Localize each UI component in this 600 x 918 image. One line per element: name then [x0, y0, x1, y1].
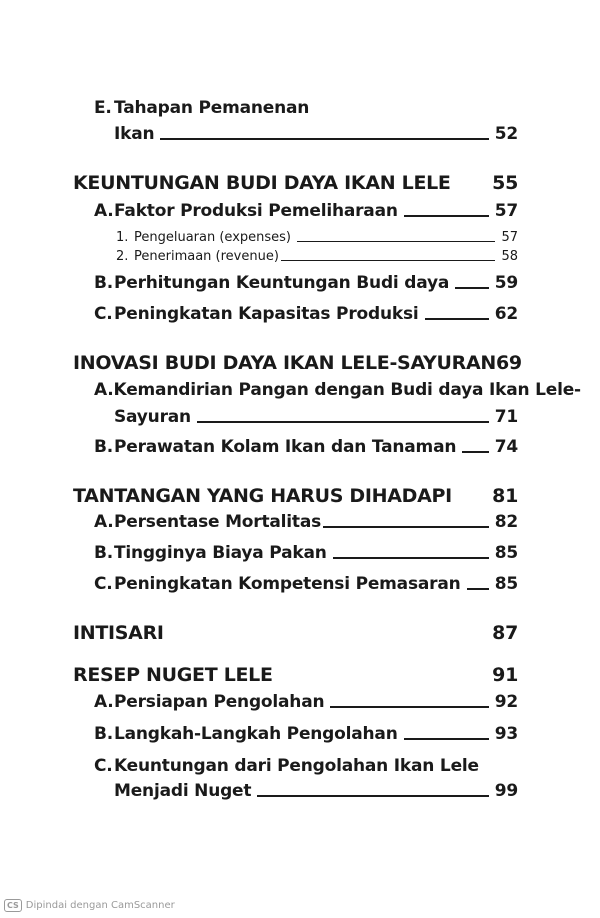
toc-subentry-pengeluaran	[116, 230, 518, 245]
toc-page-number: 57	[501, 230, 518, 245]
toc-letter: A.	[94, 201, 114, 221]
toc-title: Peningkatan Kompetensi Pemasaran	[114, 574, 461, 594]
leader-line	[323, 526, 489, 528]
toc-page-number: 82	[494, 512, 518, 532]
toc-entry-e-line1	[94, 98, 518, 118]
chapter-title: KEUNTUNGAN BUDI DAYA IKAN LELE	[73, 172, 451, 194]
leader-line	[297, 241, 495, 242]
toc-page-number: 52	[494, 124, 518, 144]
toc-title: Faktor Produksi Pemeliharaan	[114, 201, 398, 221]
toc-title: Tahapan Pemanenan	[114, 98, 310, 118]
toc-page-number: 85	[494, 574, 518, 594]
toc-chapter-keuntungan	[73, 172, 518, 194]
toc-letter: A.	[94, 692, 114, 712]
toc-title: Ikan	[114, 124, 155, 144]
toc-letter: B.	[94, 724, 114, 744]
toc-title: Perhitungan Keuntungan Budi daya	[114, 273, 450, 293]
leader-line	[404, 738, 489, 740]
toc-title: Langkah-Langkah Pengolahan	[114, 724, 398, 744]
toc-page-number: 69	[495, 352, 522, 374]
toc-entry-persentase-mortalitas	[94, 512, 518, 532]
toc-title: Peningkatan Kapasitas Produksi	[114, 304, 419, 324]
leader-line	[281, 260, 496, 261]
toc-entry-kompetensi-pemasaran	[94, 574, 518, 594]
toc-sub-number: 2.	[116, 249, 129, 264]
toc-entry-langkah-pengolahan	[94, 724, 518, 744]
toc-page-number: 99	[494, 781, 518, 801]
toc-page-number: 74	[494, 437, 518, 457]
toc-letter: C.	[94, 756, 113, 776]
toc-chapter-intisari	[73, 622, 518, 644]
toc-title: Sayuran	[114, 407, 191, 427]
toc-entry-kemandirian-line2	[114, 407, 518, 427]
toc-page-number: 57	[494, 201, 518, 221]
toc-entry-biaya-pakan	[94, 543, 518, 563]
toc-entry-e-line2	[114, 124, 518, 144]
toc-page-number: 71	[494, 407, 518, 427]
toc-subentry-penerimaan	[116, 249, 518, 264]
leader-line	[333, 557, 489, 559]
leader-line	[467, 588, 489, 590]
toc-chapter-tantangan	[73, 485, 518, 507]
toc-title: Persentase Mortalitas	[114, 512, 322, 532]
toc-entry-faktor-produksi	[94, 201, 518, 221]
toc-title: Perawatan Kolam Ikan dan Tanaman	[114, 437, 457, 457]
toc-entry-keuntungan-pengolahan-line1	[94, 756, 518, 776]
toc-title: Penerimaan (revenue)	[134, 249, 279, 264]
leader-line	[425, 318, 489, 320]
toc-page-number: 58	[501, 249, 518, 264]
toc-page-number: 85	[494, 543, 518, 563]
toc-letter: B.	[94, 543, 114, 563]
toc-letter: B.	[94, 437, 114, 457]
toc-title: Kemandirian Pangan dengan Budi daya Ikan Lele-	[113, 380, 581, 400]
leader-line	[455, 287, 489, 289]
leader-line	[197, 421, 489, 423]
toc-page-number: 91	[492, 664, 518, 686]
toc-title: Menjadi Nuget	[114, 781, 252, 801]
toc-letter: C.	[94, 574, 113, 594]
toc-page-number: 92	[494, 692, 518, 712]
toc-entry-peningkatan-kapasitas	[94, 304, 518, 324]
toc-page-number: 62	[494, 304, 518, 324]
chapter-title: RESEP NUGET LELE	[73, 664, 273, 686]
toc-entry-persiapan-pengolahan	[94, 692, 518, 712]
toc-page-number: 93	[494, 724, 518, 744]
leader-line	[257, 795, 488, 797]
camscanner-icon: CS	[4, 899, 22, 912]
toc-entry-perhitungan	[94, 273, 518, 293]
toc-entry-perawatan-kolam	[94, 437, 518, 457]
chapter-title: TANTANGAN YANG HARUS DIHADAPI	[73, 485, 452, 507]
toc-page-number: 59	[494, 273, 518, 293]
leader-line	[160, 138, 488, 140]
toc-title: Tingginya Biaya Pakan	[114, 543, 327, 563]
toc-letter: C.	[94, 304, 113, 324]
toc-chapter-inovasi	[73, 352, 522, 374]
toc-letter: E.	[94, 98, 112, 118]
watermark-text: Dipindai dengan CamScanner	[25, 900, 175, 911]
leader-line	[462, 451, 488, 453]
toc-page-number: 55	[492, 172, 518, 194]
toc-title: Keuntungan dari Pengolahan Ikan Lele	[114, 756, 479, 776]
toc-entry-keuntungan-pengolahan-line2	[114, 781, 518, 801]
scanner-watermark	[4, 899, 175, 912]
toc-sub-number: 1.	[116, 230, 129, 245]
toc-page-number: 81	[492, 485, 518, 507]
toc-letter: B.	[94, 273, 114, 293]
chapter-title: INOVASI BUDI DAYA IKAN LELE-SAYURAN	[73, 352, 496, 374]
toc-title: Pengeluaran (expenses)	[134, 230, 292, 245]
toc-entry-kemandirian-line1	[94, 380, 581, 400]
toc-page-number: 87	[492, 622, 518, 644]
toc-title: Persiapan Pengolahan	[114, 692, 325, 712]
leader-line	[404, 215, 489, 217]
chapter-title: INTISARI	[73, 622, 164, 644]
toc-letter: A.	[94, 380, 114, 400]
leader-line	[330, 706, 488, 708]
toc-letter: A.	[94, 512, 114, 532]
toc-chapter-resep-nuget	[73, 664, 518, 686]
